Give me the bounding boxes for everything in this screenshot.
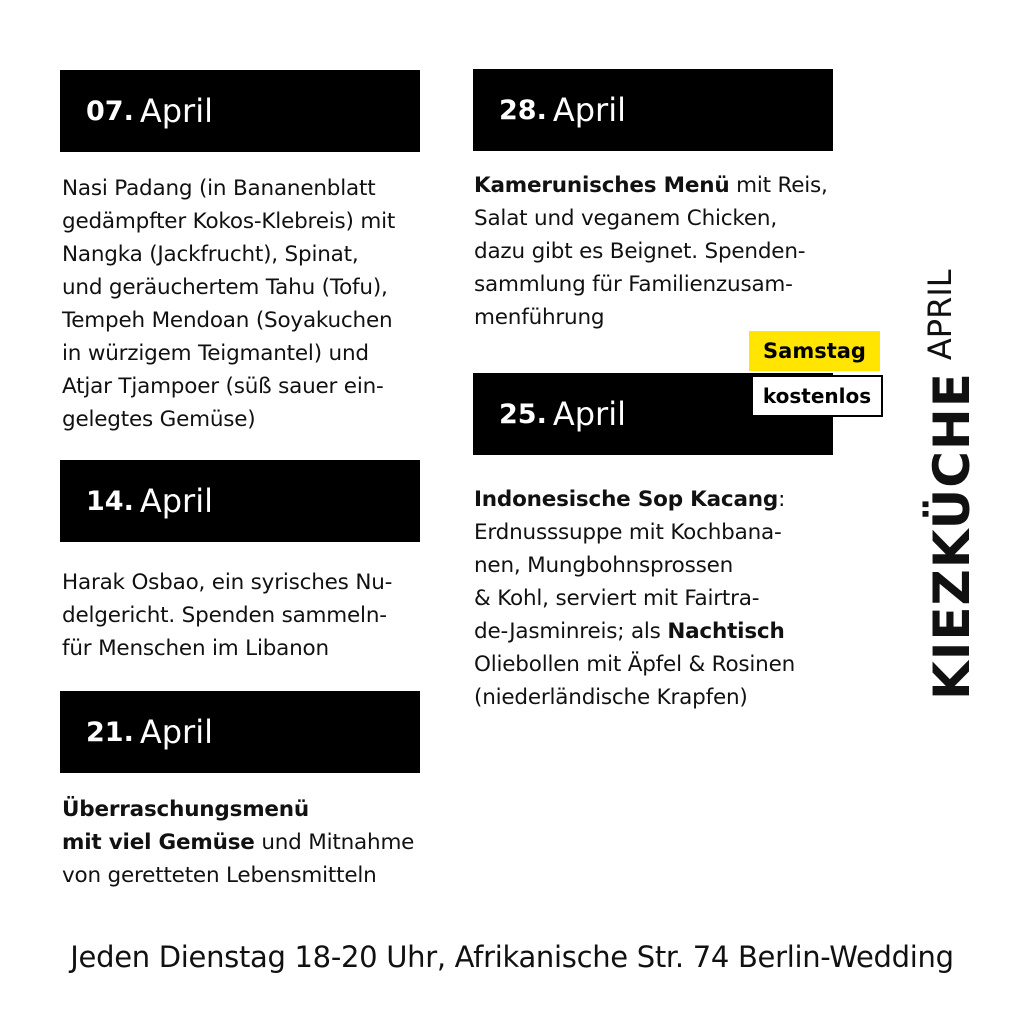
menu-description-28-april [474,169,844,334]
menu-text: mit Reis, Salat und veganem Chicken, dazu gibt es Beignet. Spenden- sammlung für Familienzusam- menführung [474,173,828,330]
menu-highlight: Überraschungsmenü mit viel Gemüse [62,797,309,855]
menu-text-dessert: Oliebollen mit Äpfel & Rosinen (niederländische Krapfen) [474,652,796,710]
menu-text: und Mitnahme von geretteten Lebensmitteln [62,830,415,888]
date-month: April [139,92,213,130]
menu-highlight: Indonesische Sop Kacang [474,487,779,512]
title-kiezkueche: KIEZKÜCHE [923,372,981,700]
menu-description-21-april [62,793,432,892]
date-day: 28. [499,94,547,126]
date-header-28-april [473,69,833,151]
date-header-07-april [60,70,420,152]
vertical-title [919,185,985,700]
menu-highlight-dessert: Nachtisch [667,619,785,644]
date-month: April [552,395,626,433]
date-month: April [552,91,626,129]
date-header-14-april [60,460,420,542]
menu-description-25-april [474,483,844,714]
menu-description-14-april: Harak Osbao, ein syrisches Nu- delgericht. Spenden sammeln- für Menschen im Libanon [62,570,393,661]
footer-schedule-address: Jeden Dienstag 18-20 Uhr, Afrikanische Str. 74 Berlin-Wedding [70,940,954,974]
menu-highlight: Kamerunisches Menü [474,173,730,198]
price-badge: kostenlos [751,375,883,417]
title-month: APRIL [921,269,959,361]
menu-description-07-april: Nasi Padang (in Bananenblatt gedämpfter Kokos-Klebreis) mit Nangka (Jackfrucht), Spinat, und geräuchertem Tahu (Tofu), Tempeh Mendoan (Soyakuchen in würzigem Teigmantel) und Atjar Tjampoer (süß sauer ein- gelegtes Gemüse) [62,176,396,432]
date-day: 14. [86,485,134,517]
date-month: April [139,713,213,751]
date-day: 25. [499,398,547,430]
date-day: 07. [86,95,134,127]
menu-text: : Erdnusssuppe mit Kochbana- nen, Mungbohnsprossen & Kohl, serviert mit Fairtra- de-Jasminreis; als [474,487,786,644]
date-header-21-april [60,691,420,773]
date-day: 21. [86,716,134,748]
date-month: April [139,482,213,520]
weekday-badge: Samstag [749,331,880,371]
